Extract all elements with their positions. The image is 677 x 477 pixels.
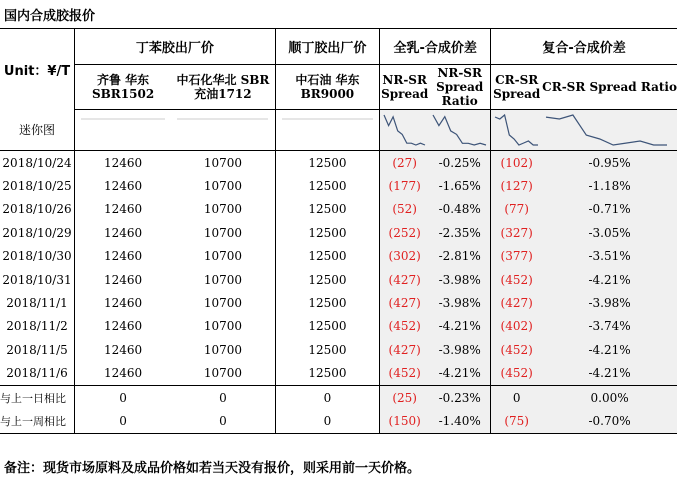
cell-cr-spread: (127) <box>491 174 543 197</box>
summary-label: 与上一日相比 <box>0 385 75 409</box>
row-date: 2018/10/29 <box>2 225 72 240</box>
cell-cr-spread: (75) <box>491 409 543 433</box>
col-sbr1502-header: 齐鲁 华东 SBR1502 <box>75 65 172 110</box>
table-row <box>0 151 677 175</box>
group-cr-header: 复合-合成价差 <box>491 29 677 65</box>
cell-nr-spread: (27) <box>380 151 430 175</box>
cell-cr-spread: (427) <box>491 291 543 314</box>
table-row <box>0 198 677 221</box>
cell-cr-ratio: -1.18% <box>542 174 677 197</box>
cell-cr-ratio: -0.95% <box>542 151 677 175</box>
cell-br9000: 12500 <box>275 291 380 314</box>
cell-nr-spread: (452) <box>380 315 430 338</box>
cell-sbr1502: 12460 <box>75 174 172 197</box>
cell-cr-ratio: -4.21% <box>542 268 677 291</box>
cell-nr-ratio: -1.40% <box>429 409 491 433</box>
cell-br9000: 0 <box>275 409 380 433</box>
cell-br9000: 12500 <box>275 245 380 268</box>
cell-sbr1502: 0 <box>75 409 172 433</box>
summary-row <box>0 385 677 409</box>
cell-sbr1712: 10700 <box>203 319 243 334</box>
sparkline-series <box>495 115 538 145</box>
cell-br9000: 12500 <box>275 268 380 291</box>
col-nr-spread-header: NR-SR Spread <box>380 65 430 110</box>
cell-nr-ratio: -3.98% <box>429 268 491 291</box>
cell-br9000: 0 <box>275 385 380 409</box>
mini-chart-label: 迷你图 <box>0 110 75 151</box>
row-date: 2018/10/30 <box>2 249 72 264</box>
unit-label: Unit：¥/T <box>0 29 75 110</box>
cell-cr-ratio: -4.21% <box>542 362 677 386</box>
row-date: 2018/11/5 <box>6 342 68 357</box>
cell-cr-spread: (102) <box>491 151 543 175</box>
cell-nr-spread: (427) <box>380 291 430 314</box>
cell-nr-ratio: -4.21% <box>429 362 491 386</box>
cell-nr-spread: (52) <box>380 198 430 221</box>
cell-sbr1712: 10700 <box>203 225 243 240</box>
table-row <box>0 221 677 244</box>
col-nr-ratio-header: NR-SR Spread Ratio <box>429 65 491 110</box>
nr-spread-sparkline <box>380 110 430 151</box>
cell-sbr1712: 10700 <box>203 366 243 381</box>
footer-note: 备注：现货市场原料及成品价格如若当天没有报价，则采用前一天价格。 <box>4 461 421 476</box>
group-nr-header: 全乳-合成价差 <box>380 29 491 65</box>
table-row <box>0 268 677 291</box>
cell-nr-spread: (452) <box>380 362 430 386</box>
col-cr-ratio-header: CR-SR Spread Ratio <box>542 65 677 110</box>
empty-sparkline <box>275 110 380 151</box>
table-row <box>0 174 677 197</box>
page-title: 国内合成胶报价 <box>4 9 96 24</box>
group-br-header: 顺丁胶出厂价 <box>275 29 380 65</box>
cell-cr-spread: (402) <box>491 315 543 338</box>
row-date: 2018/11/2 <box>6 319 68 334</box>
cell-br9000: 12500 <box>275 315 380 338</box>
cell-sbr1712: 10700 <box>203 272 243 287</box>
cell-nr-spread: (150) <box>380 409 430 433</box>
cell-nr-spread: (302) <box>380 245 430 268</box>
cell-br9000: 12500 <box>275 221 380 244</box>
cell-sbr1502: 12460 <box>75 198 172 221</box>
cell-sbr1712: 10700 <box>203 296 243 311</box>
cell-br9000: 12500 <box>275 362 380 386</box>
cell-sbr1502: 0 <box>75 385 172 409</box>
sparkline-series <box>433 115 486 145</box>
cell-cr-ratio: 0.00% <box>542 385 677 409</box>
cell-sbr1502: 12460 <box>75 315 172 338</box>
row-date: 2018/10/31 <box>2 272 72 287</box>
cell-sbr1712: 0 <box>171 409 275 433</box>
cell-nr-ratio: -4.21% <box>429 315 491 338</box>
cell-sbr1502: 12460 <box>75 151 172 175</box>
cell-cr-ratio: -4.21% <box>542 338 677 361</box>
row-date: 2018/10/26 <box>2 202 72 217</box>
summary-row <box>0 409 677 433</box>
cell-cr-spread: (452) <box>491 268 543 291</box>
cell-nr-spread: (427) <box>380 338 430 361</box>
cell-br9000: 12500 <box>275 151 380 175</box>
cell-sbr1712: 10700 <box>203 249 243 264</box>
cell-nr-ratio: -3.98% <box>429 338 491 361</box>
empty-sparkline <box>75 110 172 151</box>
col-br9000-header: 中石油 华东 BR9000 <box>275 65 380 110</box>
cell-nr-ratio: -2.35% <box>429 221 491 244</box>
price-table <box>0 28 677 434</box>
cell-cr-ratio: -0.70% <box>542 409 677 433</box>
cell-sbr1712: 10700 <box>203 179 243 194</box>
cell-nr-spread: (25) <box>380 385 430 409</box>
cell-sbr1712: 10700 <box>203 202 243 217</box>
empty-sparkline <box>171 110 275 151</box>
cell-sbr1712: 10700 <box>203 155 243 170</box>
cell-cr-spread: 0 <box>491 385 543 409</box>
cell-nr-ratio: -0.23% <box>429 385 491 409</box>
sparkline-series <box>546 115 667 145</box>
cell-sbr1502: 12460 <box>75 221 172 244</box>
col-sbr1712-header: 中石化华北 SBR 充油1712 <box>171 65 275 110</box>
cell-cr-spread: (77) <box>491 198 543 221</box>
cell-sbr1502: 12460 <box>75 245 172 268</box>
cell-nr-ratio: -1.65% <box>429 174 491 197</box>
cell-cr-spread: (377) <box>491 245 543 268</box>
summary-label: 与上一周相比 <box>0 409 75 433</box>
table-row <box>0 362 677 386</box>
cell-cr-ratio: -3.51% <box>542 245 677 268</box>
cell-nr-spread: (427) <box>380 268 430 291</box>
cell-cr-spread: (327) <box>491 221 543 244</box>
table-row <box>0 338 677 361</box>
cell-sbr1712: 10700 <box>203 342 243 357</box>
cell-nr-spread: (177) <box>380 174 430 197</box>
cell-cr-ratio: -0.71% <box>542 198 677 221</box>
row-date: 2018/10/25 <box>2 179 72 194</box>
cell-nr-ratio: -0.48% <box>429 198 491 221</box>
col-cr-spread-header: CR-SR Spread <box>491 65 543 110</box>
cell-sbr1502: 12460 <box>75 338 172 361</box>
cell-nr-spread: (252) <box>380 221 430 244</box>
sparkline-series <box>384 115 425 145</box>
table-row <box>0 291 677 314</box>
group-sbr-header: 丁苯胶出厂价 <box>75 29 276 65</box>
cell-nr-ratio: -2.81% <box>429 245 491 268</box>
cell-cr-ratio: -3.98% <box>542 291 677 314</box>
cell-br9000: 12500 <box>275 198 380 221</box>
cell-sbr1502: 12460 <box>75 291 172 314</box>
row-date: 2018/11/1 <box>6 296 68 311</box>
row-date: 2018/11/6 <box>6 366 68 381</box>
nr-ratio-sparkline <box>429 110 491 151</box>
cell-br9000: 12500 <box>275 174 380 197</box>
cell-sbr1502: 12460 <box>75 362 172 386</box>
cell-cr-ratio: -3.74% <box>542 315 677 338</box>
row-date: 2018/10/24 <box>2 155 72 170</box>
cell-sbr1712: 0 <box>171 385 275 409</box>
table-row <box>0 315 677 338</box>
cell-br9000: 12500 <box>275 338 380 361</box>
table-row <box>0 245 677 268</box>
cell-cr-spread: (452) <box>491 362 543 386</box>
cell-sbr1502: 12460 <box>75 268 172 291</box>
cr-ratio-sparkline <box>542 110 677 151</box>
cr-spread-sparkline <box>491 110 543 151</box>
cell-nr-ratio: -0.25% <box>429 151 491 175</box>
cell-cr-ratio: -3.05% <box>542 221 677 244</box>
cell-nr-ratio: -3.98% <box>429 291 491 314</box>
cell-cr-spread: (452) <box>491 338 543 361</box>
